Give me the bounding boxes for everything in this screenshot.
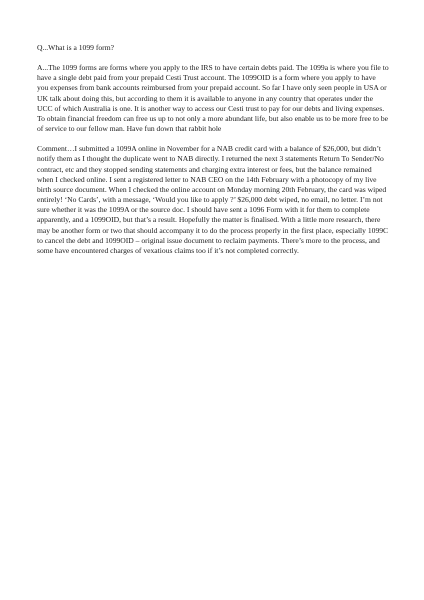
document-body [37, 43, 389, 256]
comment-paragraph: Comment…I submitted a 1099A online in November for a NAB credit card with a balance of $26,000, but didn’t notify them as I thought the duplicate went to NAB directly. I returned the next 3 statements Return To Sender/No contract, etc and they stopped sending statements and charging extra interest or fees, but the balance remained when I checked online. I sent a registered letter to NAB CEO on the 14th February with a photocopy of my live birth source document. When I checked the online account on Monday morning 20th February, the card was wiped entirely! ‘No Cards’, with a message, ‘Would you like to apply ?’ $26,000 debt wiped, no email, no letter. I’m not sure whether it was the 1099A or the source doc. I should have sent a 1096 Form with it for them to complete apparently, and a 1099OID, but that’s a result. Hopefully the matter is finalised. With a little more research, there may be another form or two that should accompany it to do the process properly in the first place, especially 1099C to cancel the debt and 1099OID – original issue document to reclaim payments. There’s more to the process, and some have encountered charges of vexatious claims too if it’s not completed correctly. [37, 144, 389, 255]
answer-paragraph: A...The 1099 forms are forms where you apply to the IRS to have certain debts paid. The 1099a is where you file to have a single debt paid from your prepaid Cesti Trust account. The 1099OID is a form where you apply to have you expenses from bank accounts reimbursed from your prepaid account. So far I have only seen people in USA or UK talk about doing this, but according to them it is available to anyone in any country that operates under the UCC of which Australia is one. It is another way to access our Cesti trust to pay for our debts and living expenses. To obtain financial freedom can free us up to not only a more abundant life, but also enable us to be more free to be of service to our fellow man. Have fun down that rabbit hole [37, 63, 389, 134]
question-paragraph: Q...What is a 1099 form? [37, 43, 114, 52]
